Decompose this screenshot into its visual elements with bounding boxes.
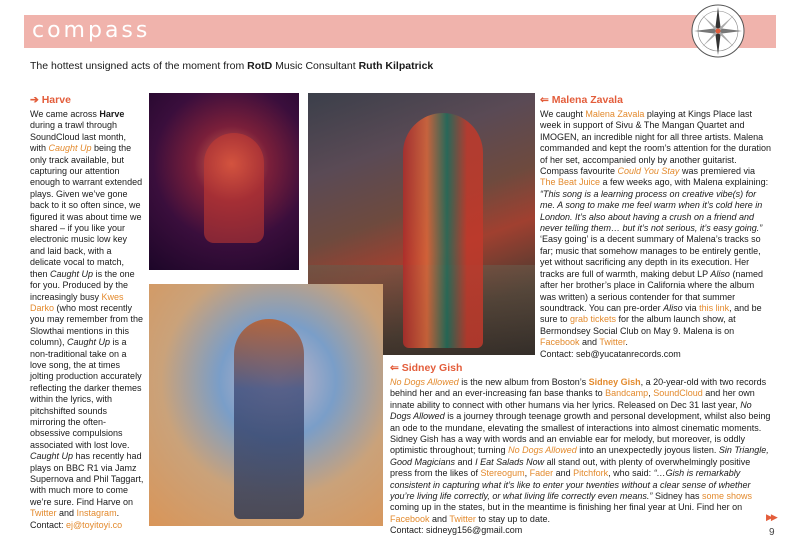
harve-body: We came across Harve during a trawl through SoundCloud last month, with Caught Up being the only track available, but capturing our attention enough to warrant extended plays. Given we’ve gone back to it so often since, we figured it was about time we shared – if you like your electronic music low key and laid back, with a delicate vocal to match, then Caught Up is the one for you. Produced by the increasingly busy Kwes Darko (who most recently you may remember from the Slowthai mentions in this column), Caught Up is a non-traditional take on a love song, the at times jolting production accurately reflecting the darker themes within the lyrics, with pitchshifted sounds mirroring the often-obsessive compulsions associated with lost love. Caught Up has recently had plays on BBC R1 via Jamz Supernova and Phil Taggart, with much more to come we’re sure. Find Harve on Twitter and Instagram. [30,109,144,519]
harve-article [30,94,144,531]
pitchfork-link[interactable]: Pitchfork [573,468,609,479]
soundcloud-link[interactable]: SoundCloud [653,388,703,399]
malena-name-link[interactable]: Malena Zavala [585,109,645,119]
compass-logo-icon [690,3,746,59]
harve-heading: ➔ Harve [30,94,71,106]
sidney-twitter-link[interactable]: Twitter [449,513,476,524]
kwes-darko-link[interactable]: Kwes Darko [30,291,124,313]
harve-song-link[interactable]: Caught Up [48,143,92,154]
no-dogs-allowed-link-2[interactable]: No Dogs Allowed [508,445,577,456]
harve-instagram-link[interactable]: Instagram [76,508,117,519]
harve-contact-email[interactable]: ej@toyitoyi.co [66,519,123,530]
malena-article [540,94,772,360]
harve-twitter-link[interactable]: Twitter [30,508,57,519]
harve-contact: Contact: ej@toyitoyi.co [30,519,123,530]
sidney-body: No Dogs Allowed is the new album from Boston’s Sidney Gish, a 20-year-old with two records behind her and an ever-increasing fan base thanks to Bandcamp, SoundCloud and her own innate ability to connect with other humans via her lyrics. Released on Dec 31 last year, No Dogs Allowed is a journey through teenage growth and personal development, whilst also being an ode to the mundane, elevating the smallest of interactions into almost cinematic moments. Sidney Gish has a way with words and an enviable ear for melody, but moreover, is oddly optimistic throughout; turning No Dogs Allowed into an unexpectedly joyous listen. Sin Triangle, Good Magicians and I Eat Salads Now all stand out, with plenty of overwhelmingly positive press from the likes of Stereogum, Fader and Pitchfork, who said: “…Gish is remarkably consistent in capturing what it’s like to enter your twenties without a clear sense of whether you’re living life correctly, or what living life correctly even means.” Sidney has some shows coming up in the states, but in the meantime is finishing her final year at Uni. Find her on Facebook and Twitter to stay up to date. [390,377,771,524]
harve-photo [149,93,299,270]
beat-juice-link[interactable]: The Beat Juice [540,177,601,188]
could-you-stay-link[interactable]: Could You Stay [617,166,680,177]
section-banner [24,15,776,48]
sidney-facebook-link[interactable]: Facebook [390,513,430,524]
malena-heading: ⇐ Malena Zavala [540,94,623,106]
section-title: compass [32,18,151,43]
next-page-arrows-icon[interactable]: ▶▶ [766,512,776,522]
malena-facebook-link[interactable]: Facebook [540,337,580,348]
fader-link[interactable]: Fader [529,468,554,479]
malena-twitter-link[interactable]: Twitter [599,337,626,348]
sidney-heading: ⇐ Sidney Gish [390,362,463,374]
preorder-link[interactable]: this link [699,302,730,313]
stereogum-link[interactable]: Stereogum [480,468,525,479]
page-number: 9 [769,527,775,538]
malena-contact: Contact: seb@yucatanrecords.com [540,348,681,359]
bandcamp-link[interactable]: Bandcamp [605,388,649,399]
malena-body: We caught Malena Zavala playing at Kings Place last week in support of Sivu & The Mangan Quartet and IMOGEN, an incredible night for all three artists. Malena commanded and kept the room’s attention for the duration of her set, accompanied only by another guitarist. Compass favourite Could You Stay was premiered via The Beat Juice a few weeks ago, with Malena explaining: “This song is a learning process on creative vibe(s) for me. A song to make me feel warm when it’s cold here in London. It’s also about having a crush on a friend and never telling them… but it’s not serious, it’s easy going.” ‘Easy going’ is a decent summary of Malena’s tracks so far; music that somehow manages to be entirely gentle, yet without sacrificing any depth in its execution. Her tracks are full of warmth, making debut LP Aliso (named after her brother’s place in California where the album was written) a serious contender for that summer soundtrack. You can pre-order Aliso via this link, and be sure to grab tickets for the album launch show, at Bermondsey Social Club on May 9. Malena is on Facebook and Twitter. [540,109,771,348]
shows-link[interactable]: some shows [701,491,752,502]
intro-line: The hottest unsigned acts of the moment from RotD Music Consultant Ruth Kilpatrick [30,60,434,72]
sidney-name-link[interactable]: Sidney Gish [588,377,641,387]
sidney-gish-photo [149,284,383,526]
sidney-article [390,362,774,537]
no-dogs-allowed-link[interactable]: No Dogs Allowed [390,377,459,387]
tickets-link[interactable]: grab tickets [570,314,617,325]
sidney-contact: Contact: sidneyg156@gmail.com [390,525,523,536]
